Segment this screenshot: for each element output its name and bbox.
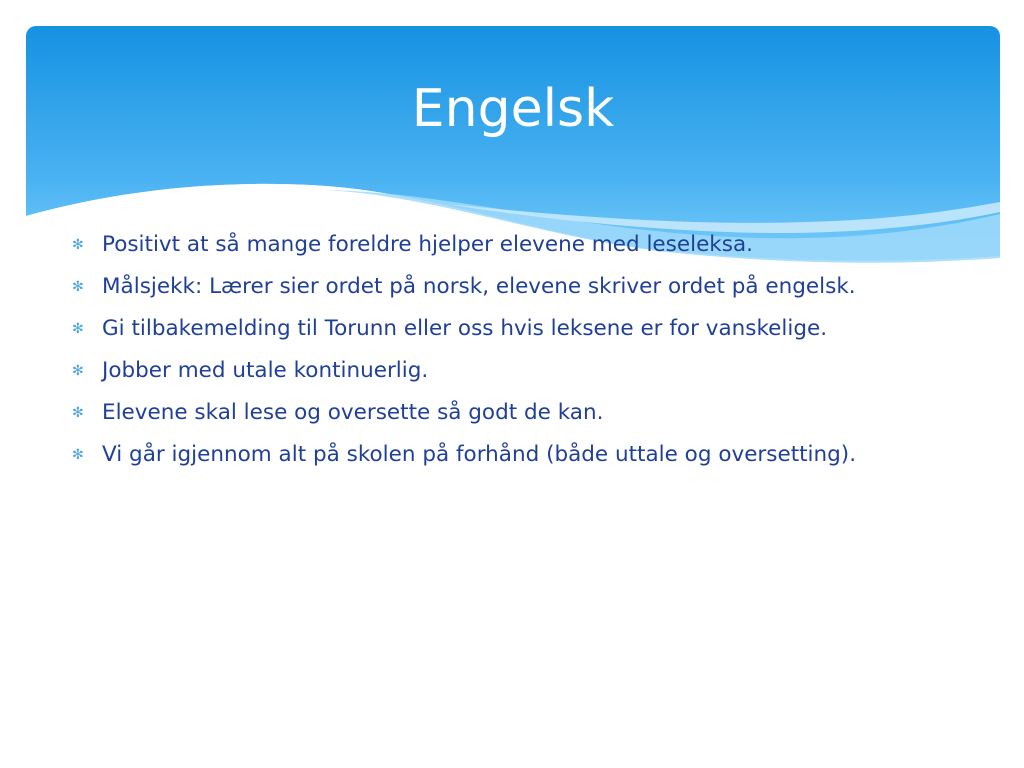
bullet-text: Vi går igjennom alt på skolen på forhånd (både uttale og oversetting). (102, 442, 857, 467)
list-item (72, 354, 862, 388)
asterisk-icon: ✻ (72, 447, 84, 463)
list-item (72, 396, 862, 430)
list-item (72, 270, 862, 304)
list-item (72, 438, 862, 472)
bullet-text: Positivt at så mange foreldre hjelper elevene med leseleksa. (102, 232, 753, 257)
bullet-text: Elevene skal lese og oversette så godt de kan. (102, 400, 604, 425)
bullet-list (72, 228, 862, 480)
slide-title: Engelsk (411, 79, 615, 139)
asterisk-icon: ✻ (72, 237, 84, 253)
bullet-text: Jobber med utale kontinuerlig. (102, 358, 429, 383)
asterisk-icon: ✻ (72, 405, 84, 421)
asterisk-icon: ✻ (72, 321, 84, 337)
bullet-text: Gi tilbakemelding til Torunn eller oss hvis leksene er for vanskelige. (102, 316, 828, 341)
asterisk-icon: ✻ (72, 279, 84, 295)
list-item (72, 228, 862, 262)
bullet-text: Målsjekk: Lærer sier ordet på norsk, elevene skriver ordet på engelsk. (102, 274, 856, 299)
asterisk-icon: ✻ (72, 363, 84, 379)
list-item (72, 312, 862, 346)
